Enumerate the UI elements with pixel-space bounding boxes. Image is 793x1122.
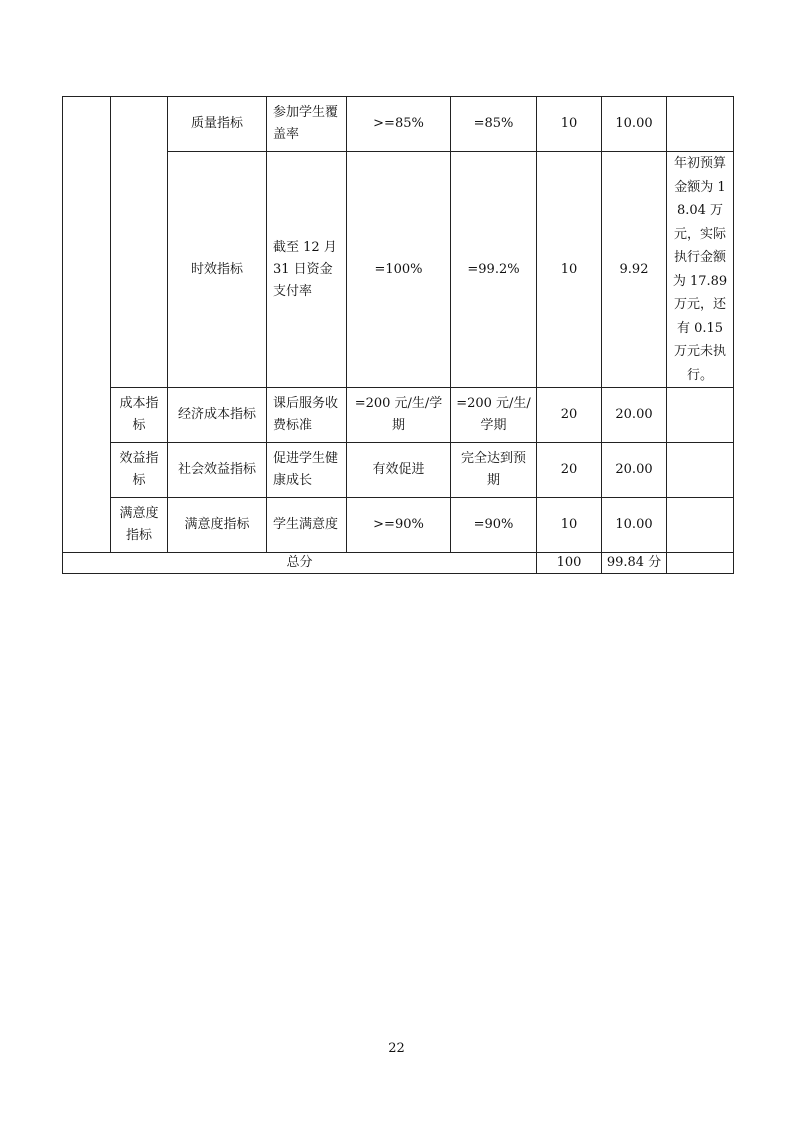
level3-indicator-cell: 经济成本指标 [168, 388, 267, 443]
indicator-name-cell: 学生满意度 [267, 498, 347, 553]
weight-cell: 10 [537, 97, 602, 152]
level3-indicator-cell: 时效指标 [168, 152, 267, 388]
target-value-cell: >=90% [347, 498, 451, 553]
indicator-name-cell: 课后服务收费标准 [267, 388, 347, 443]
level3-indicator-cell: 满意度指标 [168, 498, 267, 553]
score-cell: 20.00 [602, 388, 667, 443]
score-cell: 9.92 [602, 152, 667, 388]
level3-indicator-cell: 社会效益指标 [168, 443, 267, 498]
note-cell [667, 443, 734, 498]
actual-value-cell: =85% [451, 97, 537, 152]
level2-indicator-cell: 成本指标 [111, 388, 168, 443]
score-cell: 10.00 [602, 498, 667, 553]
level2-indicator-cell: 满意度指标 [111, 498, 168, 553]
target-value-cell: =200 元/生/学期 [347, 388, 451, 443]
weight-cell: 20 [537, 388, 602, 443]
table-row [63, 443, 734, 498]
indicator-name-cell: 促进学生健康成长 [267, 443, 347, 498]
score-cell: 10.00 [602, 97, 667, 152]
level2-indicator-cell [111, 97, 168, 388]
target-value-cell: >=85% [347, 97, 451, 152]
actual-value-cell: =90% [451, 498, 537, 553]
note-cell [667, 388, 734, 443]
table-row [63, 97, 734, 152]
weight-cell: 10 [537, 152, 602, 388]
score-cell: 20.00 [602, 443, 667, 498]
total-label-cell: 总分 [63, 553, 537, 574]
total-score-cell: 99.84 分 [602, 553, 667, 574]
level2-indicator-cell: 效益指标 [111, 443, 168, 498]
page-number: 22 [388, 1041, 405, 1056]
note-cell [667, 97, 734, 152]
level1-indicator-cell [63, 97, 111, 553]
total-note-cell [667, 553, 734, 574]
level3-indicator-cell: 质量指标 [168, 97, 267, 152]
target-value-cell: 有效促进 [347, 443, 451, 498]
performance-evaluation-table [62, 96, 734, 574]
actual-value-cell: 完全达到预期 [451, 443, 537, 498]
indicator-name-cell: 截至 12 月 31 日资金支付率 [267, 152, 347, 388]
target-value-cell: =100% [347, 152, 451, 388]
note-cell [667, 498, 734, 553]
actual-value-cell: =99.2% [451, 152, 537, 388]
table-row [63, 498, 734, 553]
table-row [63, 388, 734, 443]
weight-cell: 20 [537, 443, 602, 498]
note-cell: 年初预算金额为 18.04 万元，实际执行金额为 17.89 万元，还有 0.15 万元未执行。 [667, 152, 734, 388]
indicator-name-cell: 参加学生覆盖率 [267, 97, 347, 152]
weight-cell: 10 [537, 498, 602, 553]
total-row [63, 553, 734, 574]
total-weight-cell: 100 [537, 553, 602, 574]
actual-value-cell: =200 元/生/学期 [451, 388, 537, 443]
